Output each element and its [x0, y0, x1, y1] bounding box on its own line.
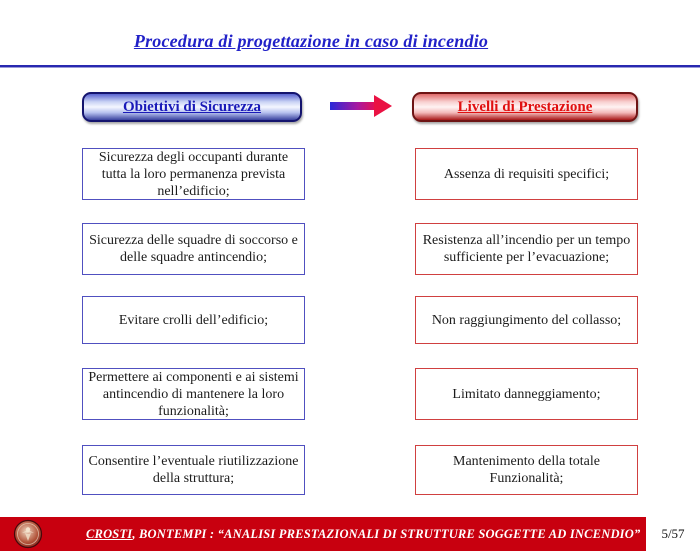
- header-pill-performance-label: Livelli di Prestazione: [457, 98, 593, 115]
- objective-box-5: Consentire l’eventuale riutilizzazione della struttura;: [82, 445, 305, 495]
- objective-box-3: Evitare crolli dell’edificio;: [82, 296, 305, 344]
- footer-bar: [0, 517, 646, 551]
- footer-caption: [86, 527, 640, 542]
- university-emblem-icon: [13, 519, 43, 549]
- objective-box-2: Sicurezza delle squadre di soccorso e delle squadre antincendio;: [82, 223, 305, 275]
- performance-box-5: Mantenimento della totale Funzionalità;: [415, 445, 638, 495]
- page-number: 5/57: [646, 517, 700, 551]
- performance-box-2: Resistenza all’incendio per un tempo sufficiente per l’evacuazione;: [415, 223, 638, 275]
- slide-title: Procedura di progettazione in caso di incendio: [133, 31, 489, 51]
- arrow-right-icon: [330, 95, 392, 117]
- footer-caption-rest: , BONTEMPI : “ANALISI PRESTAZIONALI DI STRUTTURE SOGGETTE AD INCENDIO”: [132, 526, 641, 541]
- header-pill-objectives-label: Obiettivi di Sicurezza: [122, 98, 262, 115]
- performance-box-4: Limitato danneggiamento;: [415, 368, 638, 420]
- objective-box-4: Permettere ai componenti e ai sistemi antincendio di mantenere la loro funzionalità;: [82, 368, 305, 420]
- header-pill-performance: [412, 92, 638, 122]
- header-pill-objectives: [82, 92, 302, 122]
- title-underline-rule: [0, 65, 700, 68]
- performance-box-3: Non raggiungimento del collasso;: [415, 296, 638, 344]
- objective-box-1: Sicurezza degli occupanti durante tutta la loro permanenza prevista nell’edificio;: [82, 148, 305, 200]
- footer-author: CROSTI: [86, 526, 133, 541]
- performance-box-1: Assenza di requisiti specifici;: [415, 148, 638, 200]
